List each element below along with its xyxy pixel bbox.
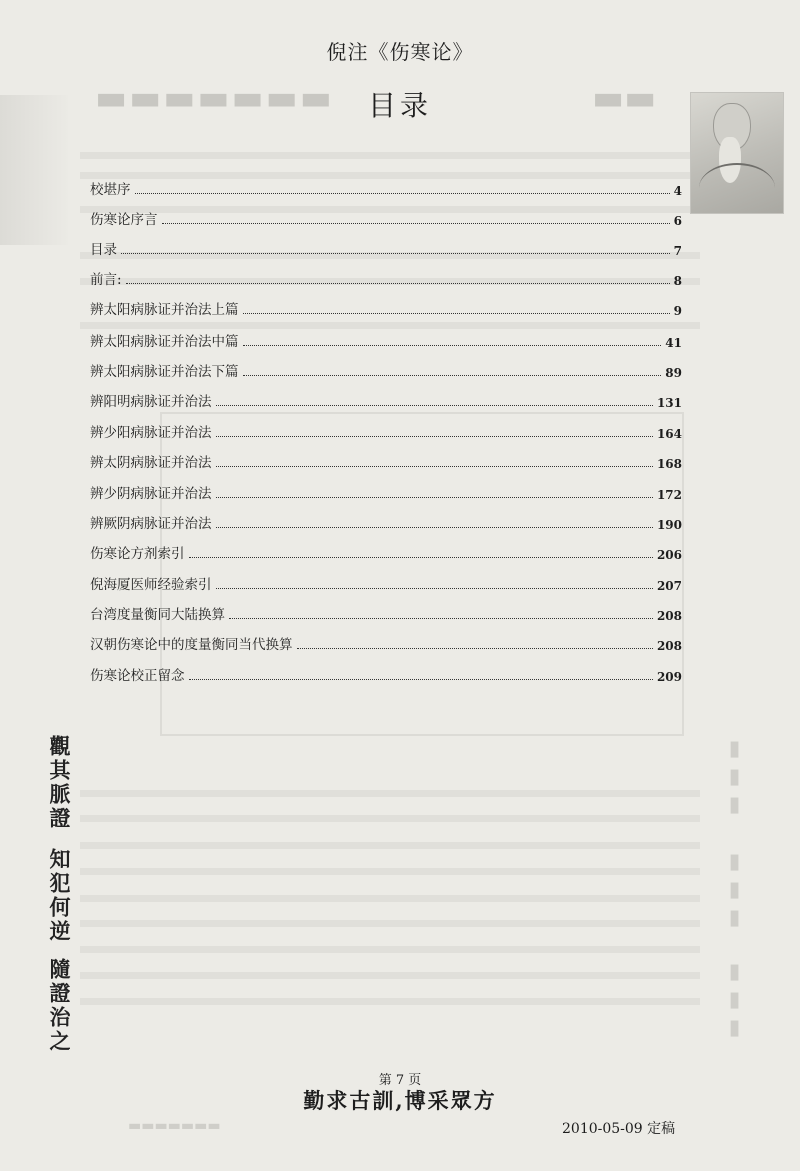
leader-dots: [189, 557, 653, 558]
leader-dots: [216, 527, 653, 528]
bleed-through-line: [80, 152, 700, 159]
bleed-through-line: [80, 972, 700, 979]
leader-dots: [126, 283, 670, 284]
toc-entry[interactable]: [90, 419, 682, 441]
bleed-through-line: [80, 815, 700, 822]
leader-dots: [121, 253, 670, 254]
finalized-date: 2010-05-09 定稿: [562, 1121, 676, 1137]
leader-dots: [243, 345, 662, 346]
leader-dots: [162, 223, 670, 224]
toc-entry-label: 目录: [90, 242, 117, 258]
toc-entry-page: 190: [656, 518, 682, 532]
toc-entry[interactable]: [90, 662, 682, 684]
toc-entry[interactable]: [90, 328, 682, 350]
toc-entry[interactable]: [90, 601, 682, 623]
bleed-through-heading: ▬▬▬▬▬▬▬: [95, 78, 334, 118]
toc-entry-label: 汉朝伤寒论中的度量衡同当代换算: [90, 637, 293, 653]
leader-dots: [297, 648, 653, 649]
toc-entry[interactable]: [90, 510, 682, 532]
toc-entry-page: 208: [656, 609, 682, 623]
book-title: 倪注《伤寒论》: [326, 40, 474, 64]
toc-entry-label: 校堪序: [90, 182, 131, 198]
bleed-through-date: ▬▬▬▬▬▬▬: [128, 1118, 221, 1134]
toc-entry-page: 206: [656, 548, 682, 562]
toc-entry-page: 172: [656, 488, 682, 502]
toc-entry-page: 207: [656, 579, 682, 593]
toc-entry-label: 辨太阴病脉证并治法: [90, 455, 212, 471]
bleed-through-line: [80, 895, 700, 902]
toc-entry-page: 131: [656, 396, 682, 410]
side-motto-col3: 隨證治之: [47, 958, 72, 1054]
toc-entry-page: 41: [665, 336, 682, 350]
toc-entry-label: 辨厥阴病脉证并治法: [90, 516, 212, 532]
toc-entry[interactable]: [90, 296, 682, 318]
toc-entry[interactable]: [90, 388, 682, 410]
toc-entry-page: 6: [673, 214, 682, 228]
bleed-through-line: [80, 946, 700, 953]
toc-entry-page: 209: [656, 670, 682, 684]
leader-dots: [243, 375, 662, 376]
toc-entry-label: 辨太阳病脉证并治法下篇: [90, 364, 239, 380]
toc-entry-page: 89: [665, 366, 682, 380]
toc-entry[interactable]: [90, 449, 682, 471]
bleed-through-line: [80, 920, 700, 927]
leader-dots: [189, 679, 653, 680]
side-motto-col2: 知犯何逆: [47, 848, 72, 944]
leader-dots: [135, 193, 670, 194]
leader-dots: [216, 436, 653, 437]
toc-entry-label: 台湾度量衡同大陆换算: [90, 607, 225, 623]
bleed-through-line: [80, 868, 700, 875]
toc-entry-page: 9: [673, 304, 682, 318]
bleed-through-motto: ▮▮▮: [722, 958, 747, 1042]
toc-entry[interactable]: [90, 571, 682, 593]
toc-entry[interactable]: [90, 266, 682, 288]
toc-entry[interactable]: [90, 358, 682, 380]
toc-entry-label: 伤寒论校正留念: [90, 668, 185, 684]
footer-motto: 勤求古訓,博采眾方: [303, 1088, 497, 1113]
toc-entry-page: 164: [656, 427, 682, 441]
bleed-through-motto: ▮▮▮: [722, 848, 747, 932]
toc-entry-page: 8: [673, 274, 682, 288]
toc-entry-label: 辨太阳病脉证并治法中篇: [90, 334, 239, 350]
toc-entry[interactable]: [90, 480, 682, 502]
toc-entry-page: 208: [656, 639, 682, 653]
leader-dots: [216, 497, 653, 498]
toc-entry[interactable]: [90, 206, 682, 228]
toc-entry-page: 7: [673, 244, 682, 258]
toc-entry-label: 辨少阴病脉证并治法: [90, 486, 212, 502]
toc-entry-label: 倪海厦医师经验索引: [90, 577, 212, 593]
side-motto-col1: 觀其脈證: [47, 735, 72, 831]
page-number: 第 7 页: [378, 1073, 422, 1088]
toc-entry-label: 辨少阳病脉证并治法: [90, 425, 212, 441]
bleed-through-heading-right: ▬▬: [592, 78, 657, 118]
toc-entry[interactable]: [90, 236, 682, 258]
toc-entry-page: 4: [673, 184, 682, 198]
leader-dots: [243, 313, 670, 314]
toc-entry-label: 辨太阳病脉证并治法上篇: [90, 302, 239, 318]
bleed-through-line: [80, 842, 700, 849]
toc-entry[interactable]: [90, 176, 682, 198]
toc-entry-label: 伤寒论序言: [90, 212, 158, 228]
toc-entry-label: 辨阳明病脉证并治法: [90, 394, 212, 410]
toc-entry[interactable]: [90, 540, 682, 562]
bleed-through-line: [80, 998, 700, 1005]
leader-dots: [216, 466, 653, 467]
leader-dots: [216, 405, 653, 406]
bleed-through-line: [80, 790, 700, 797]
leader-dots: [216, 588, 653, 589]
toc-entry-page: 168: [656, 457, 682, 471]
bleed-through-motto: ▮▮▮: [722, 735, 747, 819]
leader-dots: [229, 618, 653, 619]
toc-title: 目录: [367, 89, 432, 122]
toc-entry[interactable]: [90, 631, 682, 653]
toc-entry-label: 伤寒论方剂索引: [90, 546, 185, 562]
toc-entry-label: 前言:: [90, 272, 122, 288]
